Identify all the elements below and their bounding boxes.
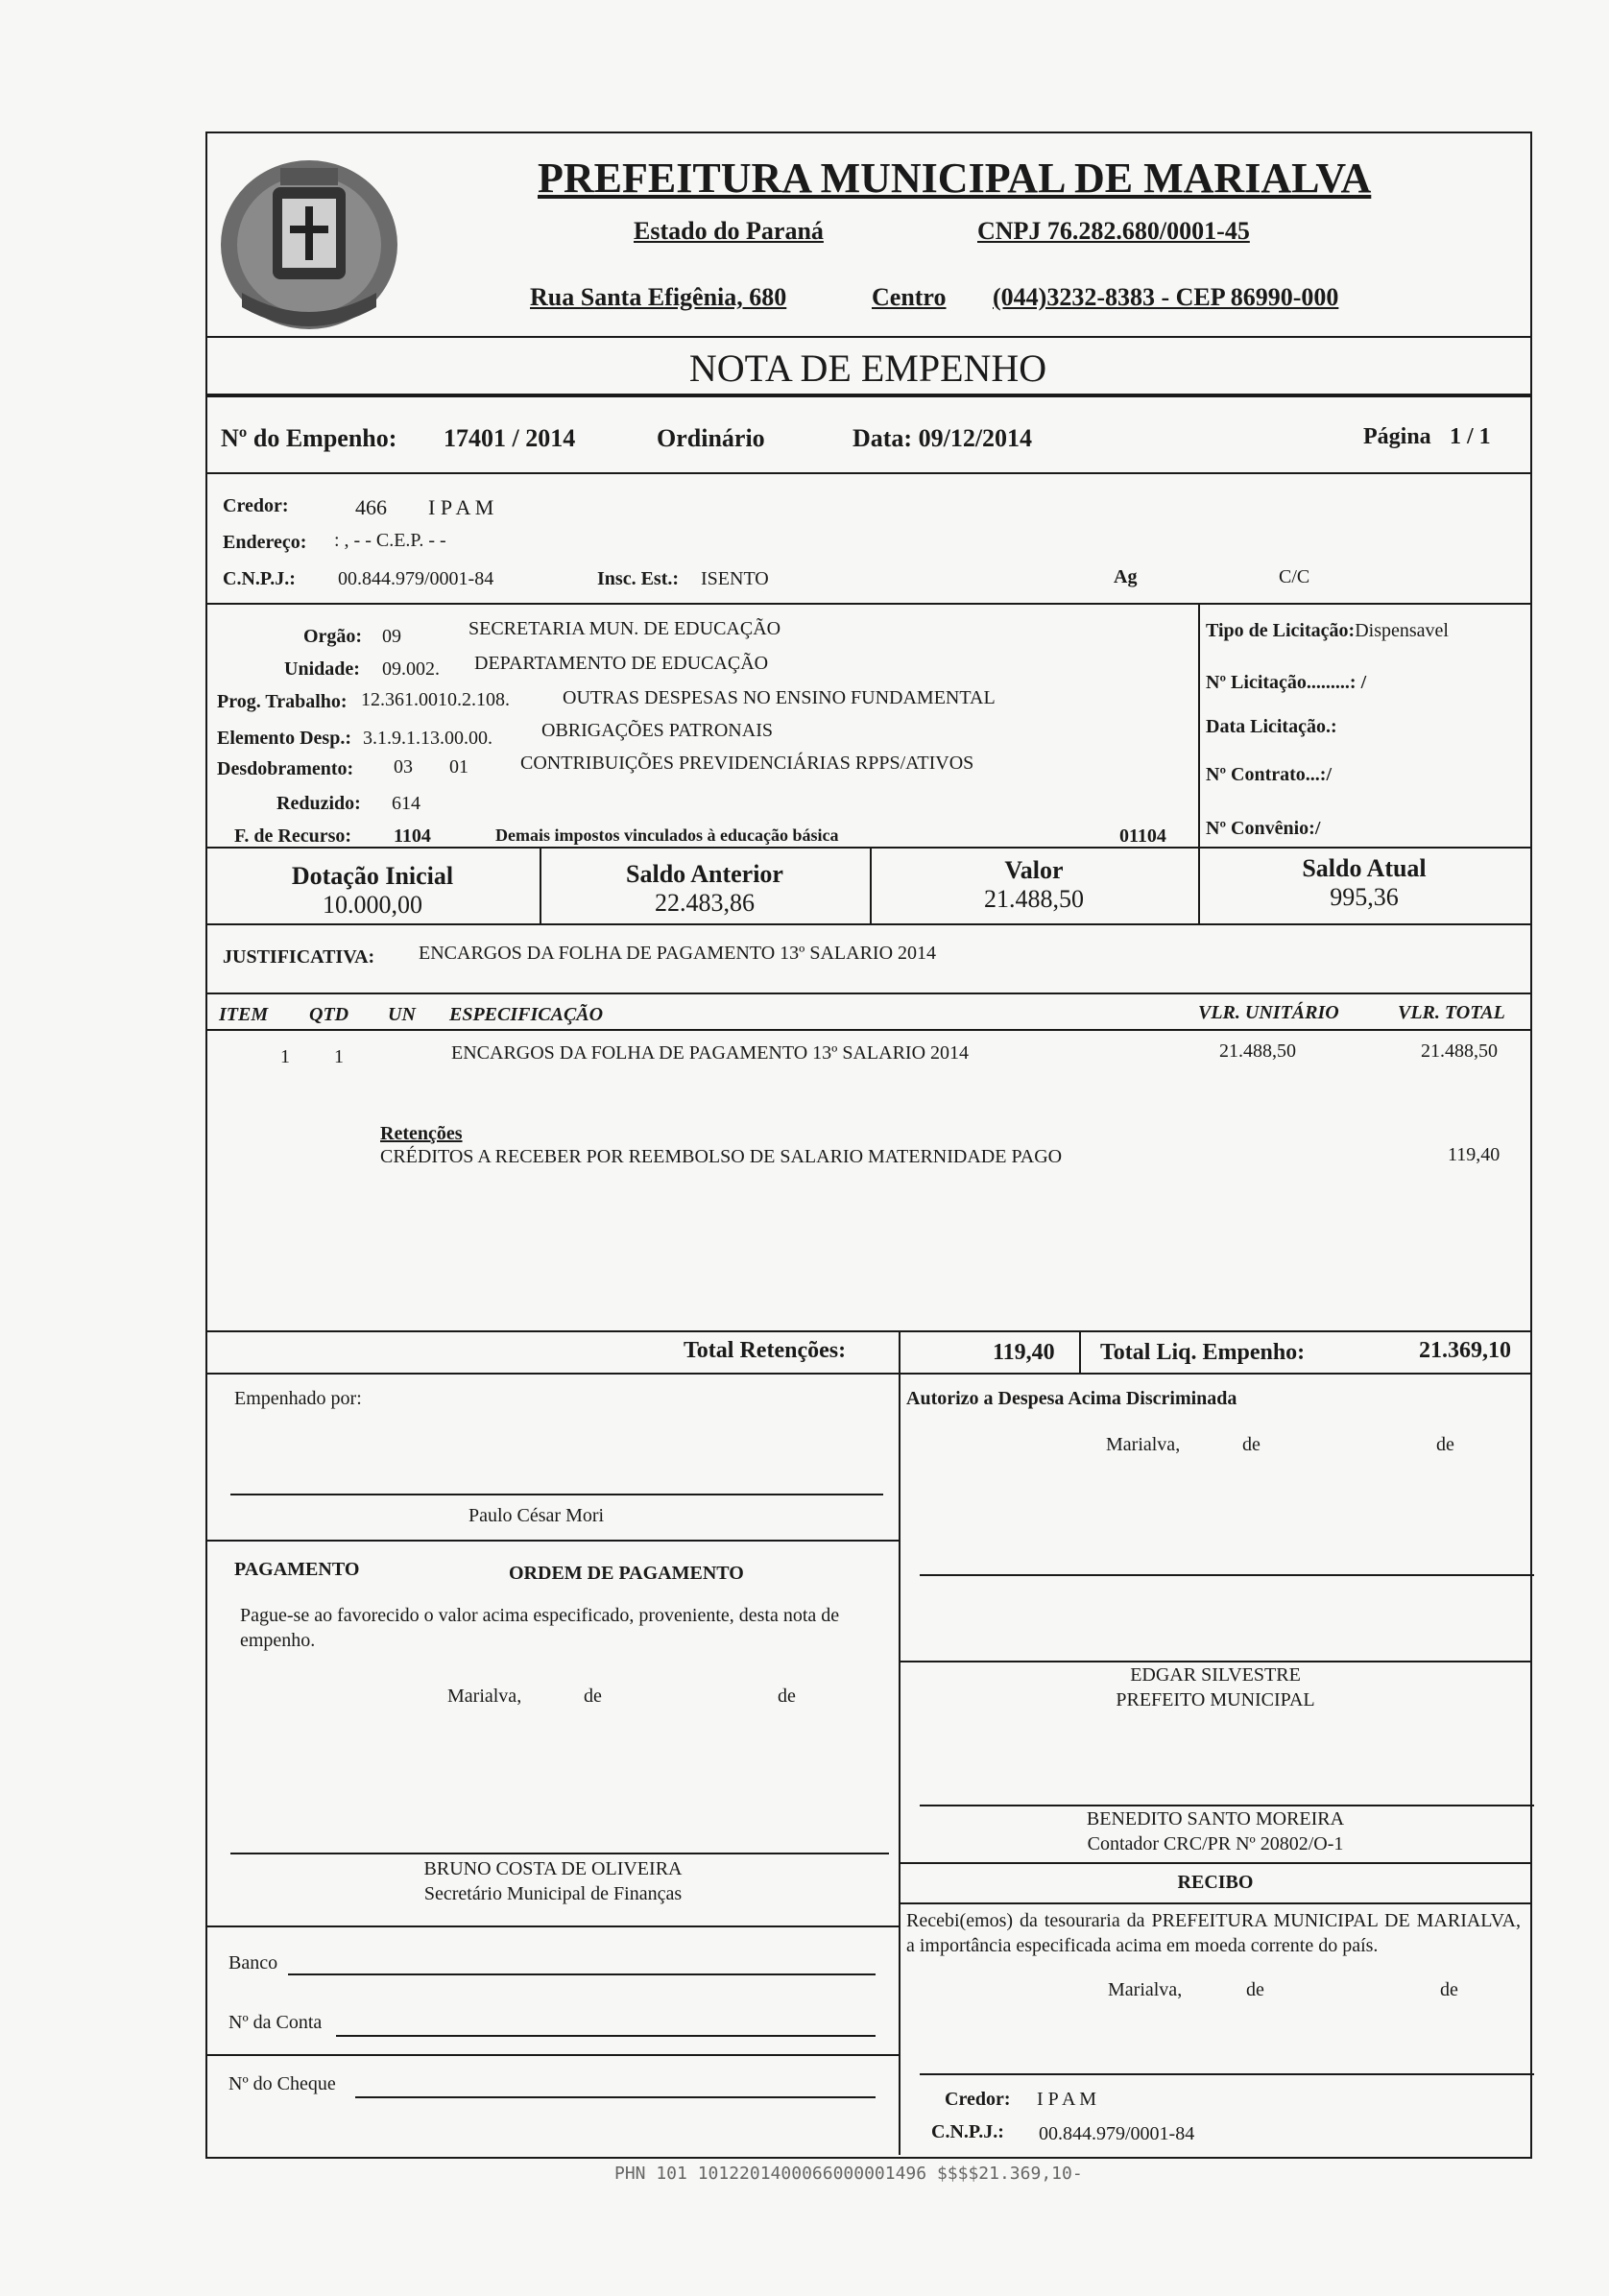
field-line [336,2035,876,2037]
elemento-code: 3.1.9.1.13.00.00. [363,728,492,749]
divider [205,847,1530,849]
divider [205,1330,1530,1332]
marialva-date-city: Marialva, [447,1686,522,1707]
orgao-name: SECRETARIA MUN. DE EDUCAÇÃO [468,618,781,639]
unidade-code: 09.002. [382,658,440,680]
divider-vertical [899,1330,901,1373]
recibo-credor-value: I P A M [1037,2089,1097,2110]
recurso-name: Demais impostos vinculados à educação básica [495,825,839,845]
marialva-date-city: Marialva, [1108,1979,1183,2000]
recibo-cnpj-label: C.N.P.J.: [931,2121,1004,2142]
page-number: 1 / 1 [1450,424,1491,449]
insc-label: Insc. Est.: [597,568,680,589]
prog-label: Prog. Trabalho: [217,691,348,712]
elemento-name: OBRIGAÇÕES PATRONAIS [541,720,773,741]
document-title: NOTA DE EMPENHO [688,347,1047,390]
divider [899,1902,1530,1904]
title-band-bottom [205,394,1530,397]
coat-of-arms-emblem [213,149,405,341]
contador-name: BENEDITO SANTO MOREIRA [1086,1808,1345,1830]
desdob-name: CONTRIBUIÇÕES PREVIDENCIÁRIAS RPPS/ATIVOS [520,753,974,774]
reduzido-code: 614 [392,793,420,814]
orgao-code: 09 [382,626,401,647]
empenho-type: Ordinário [657,424,765,452]
cc-label: C/C [1279,566,1310,587]
divider-vertical [899,1373,901,2155]
cheque-label: Nº do Cheque [228,2073,336,2094]
marialva-date-city: Marialva, [1106,1434,1181,1455]
retencoes-value: 119,40 [1448,1144,1501,1165]
signature-line [230,1853,889,1854]
total-liq-value: 21.369,10 [1419,1338,1511,1363]
divider [205,923,1530,925]
licitacao-type-value: Dispensavel [1355,620,1449,641]
signature-line [920,2073,1534,2075]
page-label: Página [1363,424,1431,449]
autorizo-text: Autorizo a Despesa Acima Discriminada [906,1388,1237,1409]
address: Rua Santa Efigênia, 680 [530,283,787,311]
date-de-2: de [1436,1434,1454,1455]
prog-code: 12.361.0010.2.108. [361,689,510,710]
municipality-title: PREFEITURA MUNICIPAL DE MARIALVA [538,155,1372,202]
justificativa-label: JUSTIFICATIVA: [223,946,375,968]
prefeito-name: EDGAR SILVESTRE [1130,1664,1301,1686]
desdob-label: Desdobramento: [217,758,354,779]
divider-vertical [1079,1330,1081,1373]
saldo-anterior-label: Saldo Anterior [626,860,783,888]
pagamento-label: PAGAMENTO [234,1559,360,1580]
recibo-credor-label: Credor: [945,2089,1011,2110]
title-band-top [205,336,1530,338]
insc-value: ISENTO [701,568,769,589]
valor-label: Valor [1004,856,1064,884]
retencoes-description: CRÉDITOS A RECEBER POR REEMBOLSO DE SALARIO MATERNIDADE PAGO [380,1146,1063,1167]
credor-name: I P A M [428,495,494,519]
empenho-date: Data: 09/12/2014 [853,424,1033,452]
empenhado-name: Paulo César Mori [468,1505,605,1526]
reduzido-label: Reduzido: [276,793,361,814]
item-description: ENCARGOS DA FOLHA DE PAGAMENTO 13º SALARIO 2014 [451,1042,970,1064]
district: Centro [872,283,947,311]
licitacao-date: Data Licitação.: [1206,716,1337,737]
saldo-anterior-value: 22.483,86 [655,889,755,917]
state-name: Estado do Paraná [634,217,824,245]
items-header-total: VLR. TOTAL [1398,1002,1505,1023]
divider [205,1540,901,1542]
divider [899,1862,1530,1864]
empenho-number: 17401 / 2014 [444,424,576,452]
credor-code: 466 [355,495,387,519]
prefeito-title: PREFEITO MUNICIPAL [1116,1689,1315,1710]
date-de-1: de [1246,1979,1264,2000]
items-header-unit: VLR. UNITÁRIO [1198,1002,1339,1023]
total-retencoes-value: 119,40 [993,1340,1055,1365]
cnpj-value: 00.844.979/0001-84 [338,568,494,589]
licitacao-type-label [1206,620,1449,642]
convenio-number: Nº Convênio:/ [1206,818,1321,839]
contrato-number: Nº Contrato...:/ [1206,764,1333,785]
date-de-1: de [584,1686,602,1707]
licitacao-number: Nº Licitação.........: / [1206,672,1367,693]
ordem-pagamento-title: ORDEM DE PAGAMENTO [509,1563,744,1584]
saldo-atual-label: Saldo Atual [1302,854,1427,882]
retencoes-title: Retenções [380,1123,463,1144]
divider [899,1661,1530,1662]
licitacao-type-caption: Tipo de Licitação: [1206,620,1356,641]
recibo-cnpj-value: 00.844.979/0001-84 [1039,2123,1195,2144]
phone-cep: (044)3232-8383 - CEP 86990-000 [993,283,1339,311]
item-unit-value: 21.488,50 [1219,1040,1296,1062]
divider [205,1029,1530,1031]
dotacao-value: 10.000,00 [323,891,422,919]
valor-value: 21.488,50 [984,885,1084,913]
ag-label: Ag [1114,566,1138,587]
divider-vertical [1198,603,1200,847]
date-de-2: de [778,1686,796,1707]
items-header-item: ITEM [219,1004,269,1025]
secretario-title: Secretário Municipal de Finanças [423,1883,683,1904]
orgao-label: Orgão: [303,626,363,647]
endereco-label: Endereço: [223,532,307,553]
items-header-un: UN [388,1004,416,1025]
endereco-value: : , - - C.E.P. - - [334,530,446,551]
items-header-qtd: QTD [309,1004,349,1025]
divider [205,1925,901,1927]
field-line [355,2096,876,2098]
empenho-label: Nº do Empenho: [221,424,397,452]
footer-code: PHN 101 1012201400066000001496 $$$$21.369,10- [614,2164,1083,2184]
item-number: 1 [280,1046,290,1067]
item-qtd: 1 [334,1046,344,1067]
total-retencoes-label: Total Retenções: [684,1338,847,1363]
total-liq-label: Total Liq. Empenho: [1100,1340,1306,1365]
recibo-text: Recebi(emos) da tesouraria da PREFEITURA MUNICIPAL DE MARIALVA, a importância especificada acima em moeda corrente do país. [906,1910,1521,1956]
elemento-label: Elemento Desp.: [217,728,351,749]
signature-line [920,1805,1534,1806]
field-line [288,1973,876,1975]
unidade-label: Unidade: [284,658,360,680]
banco-label: Banco [228,1952,278,1973]
item-total-value: 21.488,50 [1421,1040,1498,1062]
divider [205,472,1530,474]
date-de-1: de [1242,1434,1261,1455]
signature-line [920,1574,1534,1576]
prog-name: OUTRAS DESPESAS NO ENSINO FUNDAMENTAL [563,687,996,708]
divider [205,2054,901,2056]
desdob-code: 03 [394,756,413,777]
divider [205,603,1530,605]
cnpj-header: CNPJ 76.282.680/0001-45 [977,217,1250,245]
date-de-2: de [1440,1979,1458,2000]
justificativa-text: ENCARGOS DA FOLHA DE PAGAMENTO 13º SALARIO 2014 [419,943,937,964]
cnpj-label: C.N.P.J.: [223,568,296,589]
secretario-name: BRUNO COSTA DE OLIVEIRA [423,1858,683,1879]
credor-label: Credor: [223,495,289,516]
recurso-code: 1104 [394,825,431,847]
signature-line [230,1494,883,1495]
recurso-number: 01104 [1119,825,1166,847]
conta-label: Nº da Conta [228,2012,323,2033]
pague-text: Pague-se ao favorecido o valor acima especificado, proveniente, desta nota de empenho. [240,1605,840,1651]
empenhado-label: Empenhado por: [234,1388,362,1409]
desdob-sub: 01 [449,756,468,777]
recibo-title: RECIBO [1177,1872,1254,1893]
recurso-label: F. de Recurso: [234,825,352,847]
unidade-name: DEPARTAMENTO DE EDUCAÇÃO [474,653,769,674]
saldo-atual-value: 995,36 [1330,883,1399,911]
contador-title: Contador CRC/PR Nº 20802/O-1 [1087,1833,1344,1854]
items-header-espec: ESPECIFICAÇÃO [449,1004,604,1025]
divider [205,1373,1530,1375]
dotacao-label: Dotação Inicial [291,862,454,890]
divider [205,993,1530,994]
